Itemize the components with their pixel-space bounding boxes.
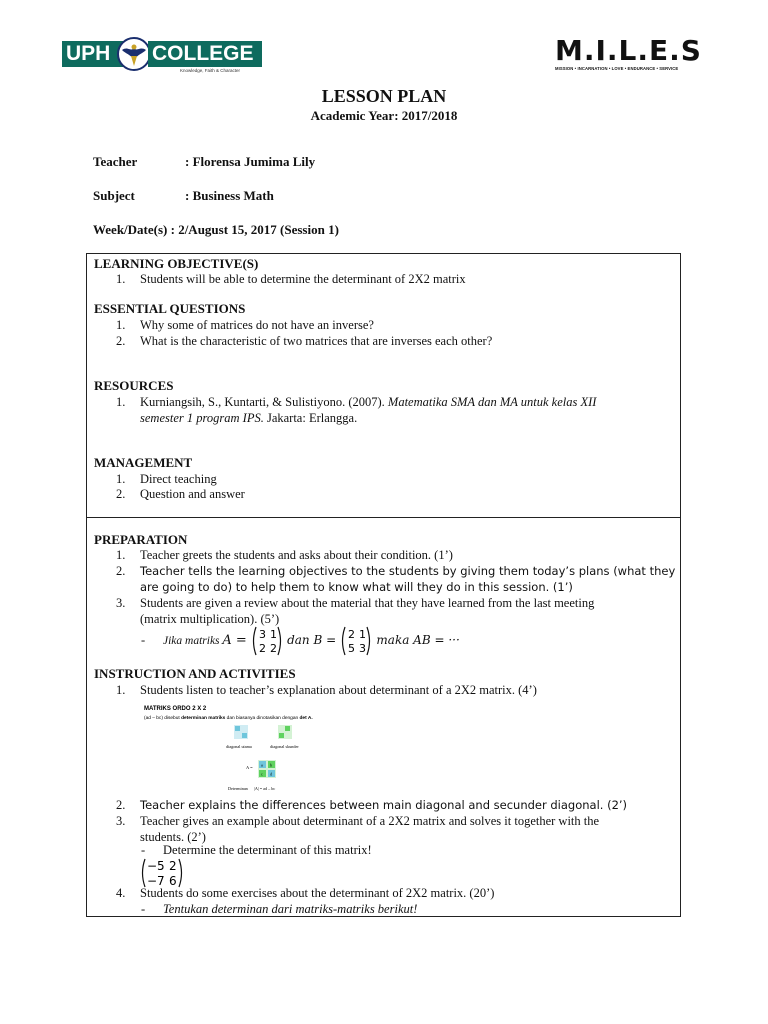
list-item: 1. Direct teaching [116,472,217,486]
uph-logo-left: UPH [62,41,124,67]
determinant-figure [142,701,380,793]
objectives-box [86,253,681,518]
uph-tagline: Knowledge, Faith & Character [180,68,241,73]
matrix-c-cell: 2 [169,859,177,873]
teacher-label: Teacher [93,154,138,169]
resource-text [140,394,596,426]
ins-text: Teacher explains the differences between main diagonal and secunder diagonal. (2’) [140,798,628,812]
list-item: 1. Kurniangsih, S., Kuntarti, & Sulistiyono. (2007). Matematika SMA dan MA untuk kelas XII semester 1 program IPS. Jakarta: Erlangga. [116,395,597,425]
prep-text-line: (matrix multiplication). (5’) [140,612,280,626]
matrix-a-cell: 1 [269,628,277,641]
example-text: Determine the determinant of this matrix! [163,843,372,857]
figure-cell-letter: c [261,771,263,777]
ins-text: Students do some exercises about the determinant of 2X2 matrix. (20’) [140,886,495,900]
matrix-a-cell: 2 [258,642,266,655]
list-item: 2. Question and answer [116,487,245,501]
resources-heading: RESOURCES [94,378,174,393]
matrix-b [339,625,373,657]
objective-text: Students will be able to determine the determinant of 2X2 matrix [140,272,466,286]
main-diagonal-highlight [235,726,240,731]
figure-label-a: A = [246,765,253,770]
figure-det-formula: |A| = ad – bc [254,786,276,791]
list-item: 1. Teacher greets the students and asks about their condition. (1’) [116,548,453,562]
teacher-line [93,154,315,170]
list-item: 1. Students will be able to determine the determinant of 2X2 matrix [116,272,466,286]
essential-questions-heading: ESSENTIAL QUESTIONS [94,301,246,316]
figure-title: MATRIKS ORDO 2 X 2 [144,706,207,712]
matrix-b-cell: 5 [348,642,356,655]
list-item: 2. Teacher tells the learning objectives to the students by giving them today’s plans (what they are going to do) to help them to know what will they do in this session. (1’) [116,564,676,594]
prep-text-line: are going to do) to help them to know what will they do in this session. (1’) [140,580,573,594]
resource-title: Matematika SMA dan MA untuk kelas XII [387,395,597,409]
matrix-b-cell: 2 [348,628,356,641]
instruction-heading: INSTRUCTION AND ACTIVITIES [94,666,296,681]
secondary-diagonal-highlight [285,726,290,731]
example-text: Jika matriks [163,634,223,647]
figure-caption-part: det A. [299,716,313,721]
example-text: A = [222,632,247,648]
miles-title: M.I.L.E.S [555,34,702,67]
figure-cell-letter: a [261,762,263,768]
matrix-a-cell: 2 [269,642,277,655]
list-item: 4. Students do some exercises about the determinant of 2X2 matrix. (20’) [116,886,495,900]
management-heading: MANAGEMENT [94,455,193,470]
prep-text: Teacher greets the students and asks about their condition. (1’) [140,548,453,562]
figure-caption-part: (ad – bc) disebut [144,716,182,721]
subject-line [93,188,274,204]
teacher-value: : Florensa Jumima Lily [185,154,316,169]
example-text: maka AB = ··· [376,632,460,647]
week-line: Week/Date(s) : 2/August 15, 2017 (Session 1) [93,222,339,237]
list-item: 1. Students listen to teacher’s explanation about determinant of a 2X2 matrix. (4’) [116,683,537,697]
figure-caption-part: dan biasanya dinotasikan dengan [225,716,300,721]
ins-text-line: students. (2’) [140,830,206,844]
matrix-a-cell: 3 [258,628,266,641]
mgmt-text: Direct teaching [140,472,217,486]
uph-college-logo [62,38,262,74]
resource-authors: Kurniangsih, S., Kuntarti, & Sulistiyono. (2007). [140,395,388,409]
ins-text: Students listen to teacher’s explanation about determinant of a 2X2 matrix. (4’) [140,683,537,697]
matrix-c-cell: −7 [147,874,165,888]
figure-det-label: Determinan [228,786,248,791]
figure-label-second: diagonal skunder [270,744,299,749]
figure-caption [144,715,313,721]
activities-box [86,517,681,917]
prep-text [140,595,594,627]
uph-logo-right: COLLEGE [148,41,262,67]
list-item: 2. Teacher explains the differences between main diagonal and secunder diagonal. (2’) [116,798,628,812]
list-item: 3. Teacher gives an example about determinant of a 2X2 matrix and solves it together with the students. (2’) [116,814,600,844]
eq-text: What is the characteristic of two matrices that are inverses each other? [140,334,493,348]
ins-text [140,813,599,845]
example-text: dan B = [287,632,337,647]
matrix-c-cell: 6 [169,874,177,888]
matrix-c-cell: −5 [147,859,165,873]
academic-year: Academic Year: 2017/2018 [310,108,458,123]
prep-text-line: Teacher tells the learning objectives to the students by giving them today’s plans (what they [140,564,676,578]
resource-publisher: Jakarta: Erlangga. [263,411,358,425]
objective-heading: LEARNING OBJECTIVE(S) [94,256,259,271]
figure-caption-part: determinan matriks [181,716,226,721]
secondary-diagonal-highlight [279,733,284,738]
list-item: 1. Why some of matrices do not have an inverse? [116,318,374,332]
matrix-a [250,625,284,657]
mgmt-text: Question and answer [140,487,245,501]
list-item: 2. What is the characteristic of two matrices that are inverses each other? [116,334,493,348]
preparation-heading: PREPARATION [94,532,188,547]
eagle-emblem-icon [116,36,152,72]
subject-value: : Business Math [185,188,274,203]
subject-label: Subject [93,188,135,203]
figure-cell-letter: d [270,771,272,777]
figure-cell-letter: b [270,762,272,768]
matrix-b-cell: 1 [359,628,367,641]
ins-text-line: Teacher gives an example about determinant of a 2X2 matrix and solves it together with the [140,814,600,828]
miles-logo [555,36,700,71]
prep-text-line: Students are given a review about the material that they have learned from the last meeting [140,596,595,610]
page-title: LESSON PLAN [321,86,447,106]
determinant-example-line: - Determine the determinant of this matrix! [141,843,372,857]
matrix-example-line: - Jika matriks A = 3 1 2 2 dan B = 2 1 5 3 maka AB = ··· [141,625,460,657]
figure-label-main: diagonal utama [226,744,252,749]
eq-text: Why some of matrices do not have an inverse? [140,318,374,332]
prep-text [140,563,675,595]
list-item: 3. Students are given a review about the material that they have learned from the last meeting (matrix multiplication). (5’) [116,596,595,626]
exercise-text: Tentukan determinan dari matriks-matriks berikut! [163,902,418,916]
main-diagonal-highlight [242,733,247,738]
matrix-b-cell: 3 [359,642,367,655]
resource-title-cont: semester 1 program IPS. [140,411,264,425]
exercise-line: - Tentukan determinan dari matriks-matriks berikut! [141,902,418,916]
miles-subtitle: MISSION • INCARNATION • LOVE • ENDURANCE • SERVICE [555,66,679,71]
